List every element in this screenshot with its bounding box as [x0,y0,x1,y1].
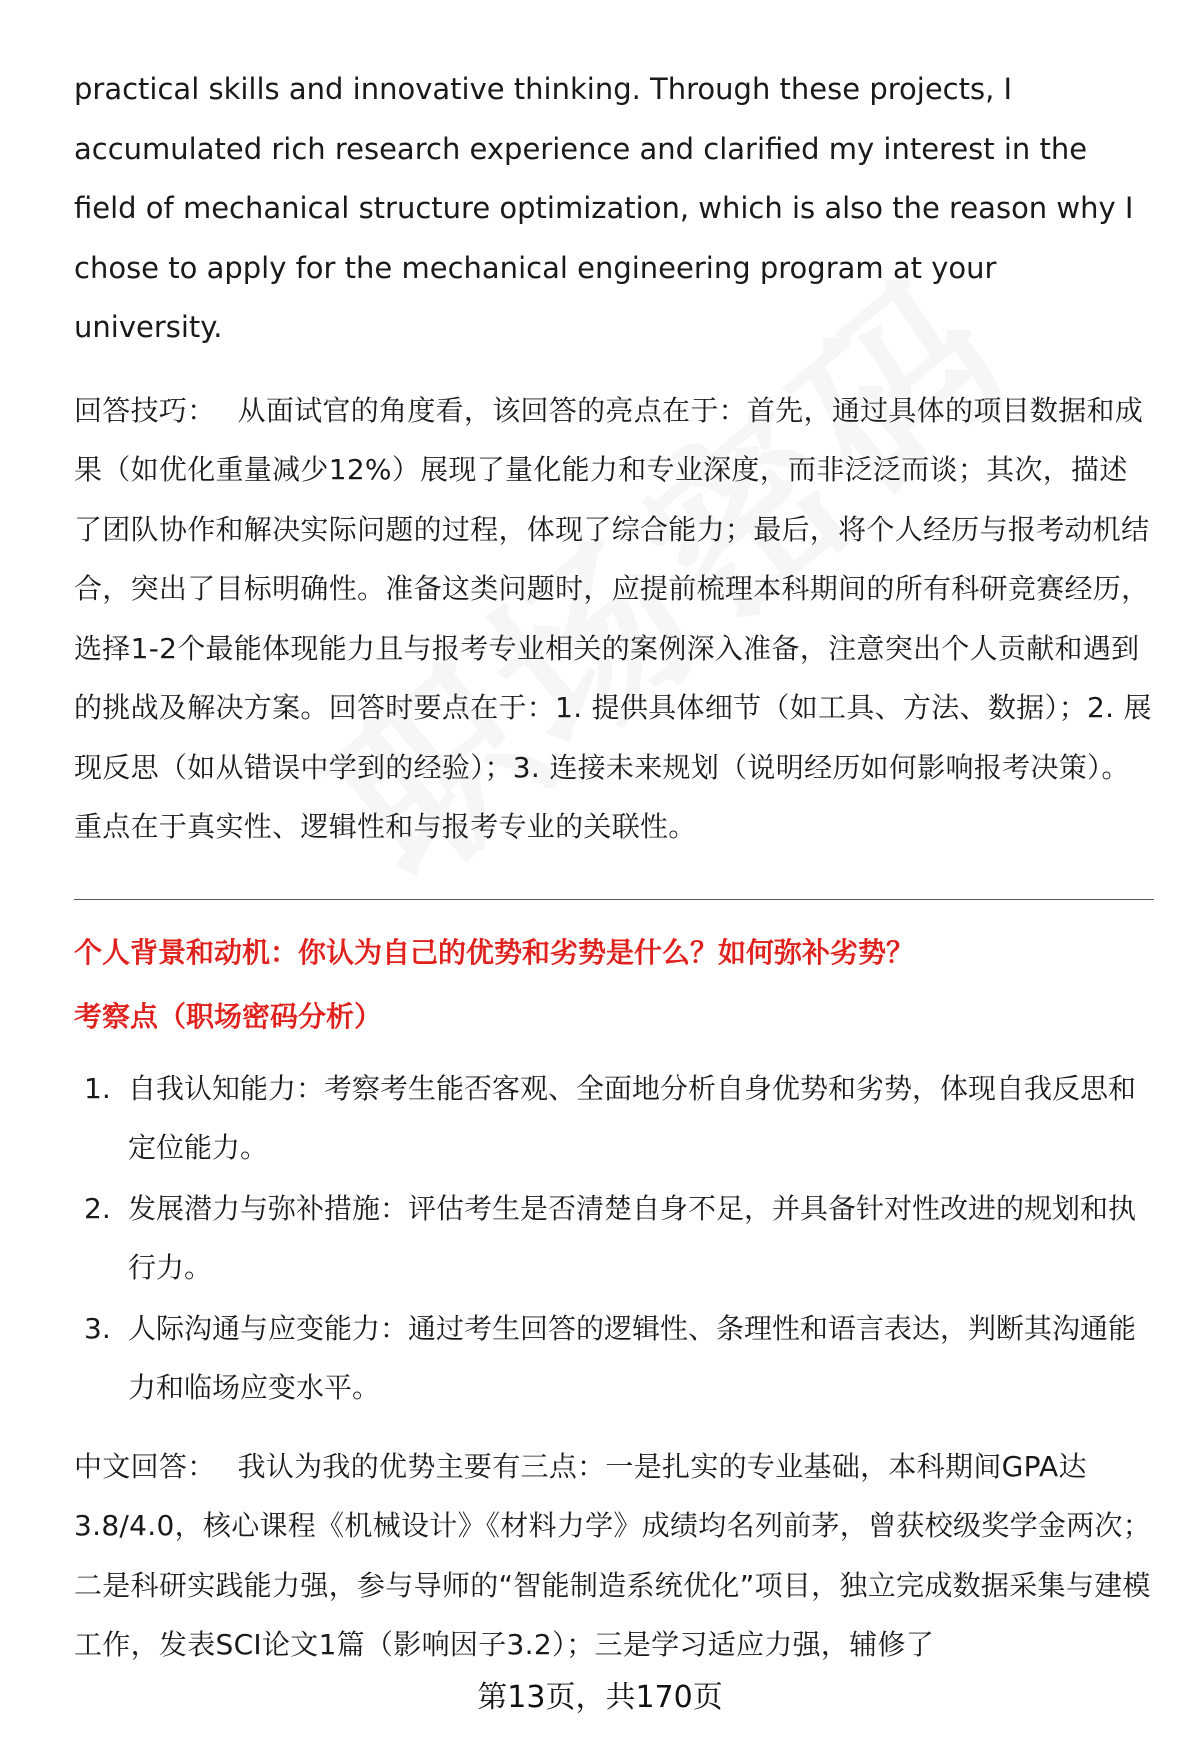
question-subtitle: 考察点（职场密码分析） [74,999,383,1033]
answer-tips-paragraph [74,381,1154,857]
list-number: 2. [84,1191,111,1225]
list-text: 自我认知能力：考察考生能否客观、全面地分析自身优势和劣势，体现自我反思和定位能力。 [128,1071,1137,1164]
list-number: 1. [84,1071,111,1105]
list-item [74,1059,1154,1177]
document-page [74,60,1154,1675]
answer-label: 中文回答： [74,1449,216,1483]
tip-text: 从面试官的角度看，该回答的亮点在于：首先，通过具体的项目数据和成果（如优化重量减少12%）展现了量化能力和专业深度，而非泛泛而谈；其次，描述了团队协作和解决实际问题的过程，体现了综合能力；最后，将个人经历与报考动机结合，突出了目标明确性。准备这类问题时，应提前梳理本科期间的所有科研竞赛经历，选择1-2个最能体现能力且与报考专业相关的案例深入准备，注意突出个人贡献和遇到的挑战及解决方案。回答时要点在于：1. 提供具体细节（如工具、方法、数据）；2. 展现反思（如从错误中学到的经验）；3. 连接未来规划（说明经历如何影响报考决策）。重点在于真实性、逻辑性和与报考专业的关联性。 [74,393,1152,843]
question-title: 个人背景和动机：你认为自己的优势和劣势是什么？如何弥补劣势？ [74,935,915,969]
section-divider [74,899,1154,900]
list-text: 发展潜力与弥补措施：评估考生是否清楚自身不足，并具备针对性改进的规划和执行力。 [128,1191,1137,1284]
page-number-footer: 第13页，共170页 [477,1680,723,1715]
list-text: 人际沟通与应变能力：通过考生回答的逻辑性、条理性和语言表达，判断其沟通能力和临场应变水平。 [128,1311,1137,1404]
tip-label: 回答技巧： [74,393,216,427]
list-item [74,1299,1154,1417]
list-item [74,1179,1154,1297]
answer-text: 我认为我的优势主要有三点：一是扎实的专业基础，本科期间GPA达3.8/4.0，核心课程《机械设计》《材料力学》成绩均名列前茅，曾获校级奖学金两次；二是科研实践能力强，参与导师的“智能制造系统优化”项目，独立完成数据采集与建模工作，发表SCI论文1篇（影响因子3.2）；三是学习适应力强，辅修了 [74,1449,1152,1661]
chinese-answer-paragraph [74,1437,1154,1675]
list-number: 3. [84,1311,111,1345]
assessment-points-list [74,1059,1154,1417]
intro-paragraph: practical skills and innovative thinking. Through these projects, I accumulated rich research experience and clarified my interest in the field of mechanical structure optimization, which is also the reason why I chose to apply for the mechanical engineering program at your university. [74,72,1134,344]
